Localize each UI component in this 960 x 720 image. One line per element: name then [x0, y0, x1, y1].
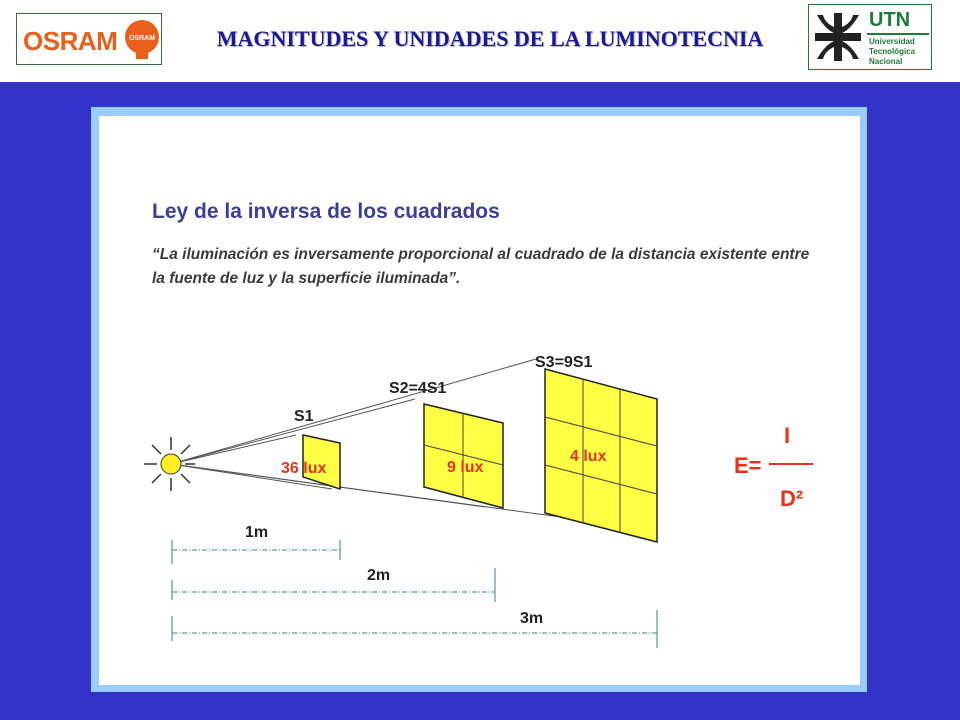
osram-logo	[16, 13, 162, 65]
svg-text:OSRAM: OSRAM	[128, 35, 156, 42]
formula-numerator: I	[784, 423, 791, 448]
utn-name-line: Tecnológica	[869, 47, 916, 56]
law-statement: “La iluminación es inversamente proporcional al cuadrado de la distancia existente entre la fuente de luz y la superficie iluminada”.	[152, 246, 810, 287]
header-bar	[0, 0, 960, 82]
utn-divider	[867, 33, 929, 35]
surface-label-s1: S1	[294, 408, 314, 425]
formula-lhs: E=	[734, 453, 762, 478]
utn-name-line: Universidad	[869, 37, 915, 46]
content-panel	[99, 116, 860, 685]
slide-title: MAGNITUDES Y UNIDADES DE LA LUMINOTECNIA	[216, 26, 764, 51]
osram-bulb-icon	[122, 18, 162, 62]
illuminance-label-s3: 4 lux	[570, 448, 607, 465]
distance-lines	[172, 540, 657, 648]
law-heading: Ley de la inversa de los cuadrados	[152, 200, 500, 223]
utn-logo	[808, 4, 932, 70]
distance-label-1m: 1m	[245, 524, 269, 541]
surface-label-s2: S2=4S1	[389, 380, 447, 397]
utn-acronym: UTN	[869, 9, 911, 31]
illuminance-formula	[734, 423, 813, 511]
inverse-square-diagram	[99, 116, 860, 685]
distance-label-2m: 2m	[367, 567, 391, 584]
distance-label-3m: 3m	[520, 610, 544, 627]
content-frame	[91, 107, 867, 692]
illuminance-label-s1: 36 lux	[281, 460, 327, 477]
formula-denominator: D²	[780, 486, 804, 511]
surface-label-s3: S3=9S1	[535, 354, 593, 371]
illuminance-label-s2: 9 lux	[447, 459, 484, 476]
utn-emblem-icon	[813, 11, 863, 63]
sun-icon	[144, 437, 195, 491]
utn-name-line: Nacional	[869, 57, 903, 66]
osram-wordmark: OSRAM	[23, 26, 118, 56]
surface-s2	[424, 404, 503, 508]
